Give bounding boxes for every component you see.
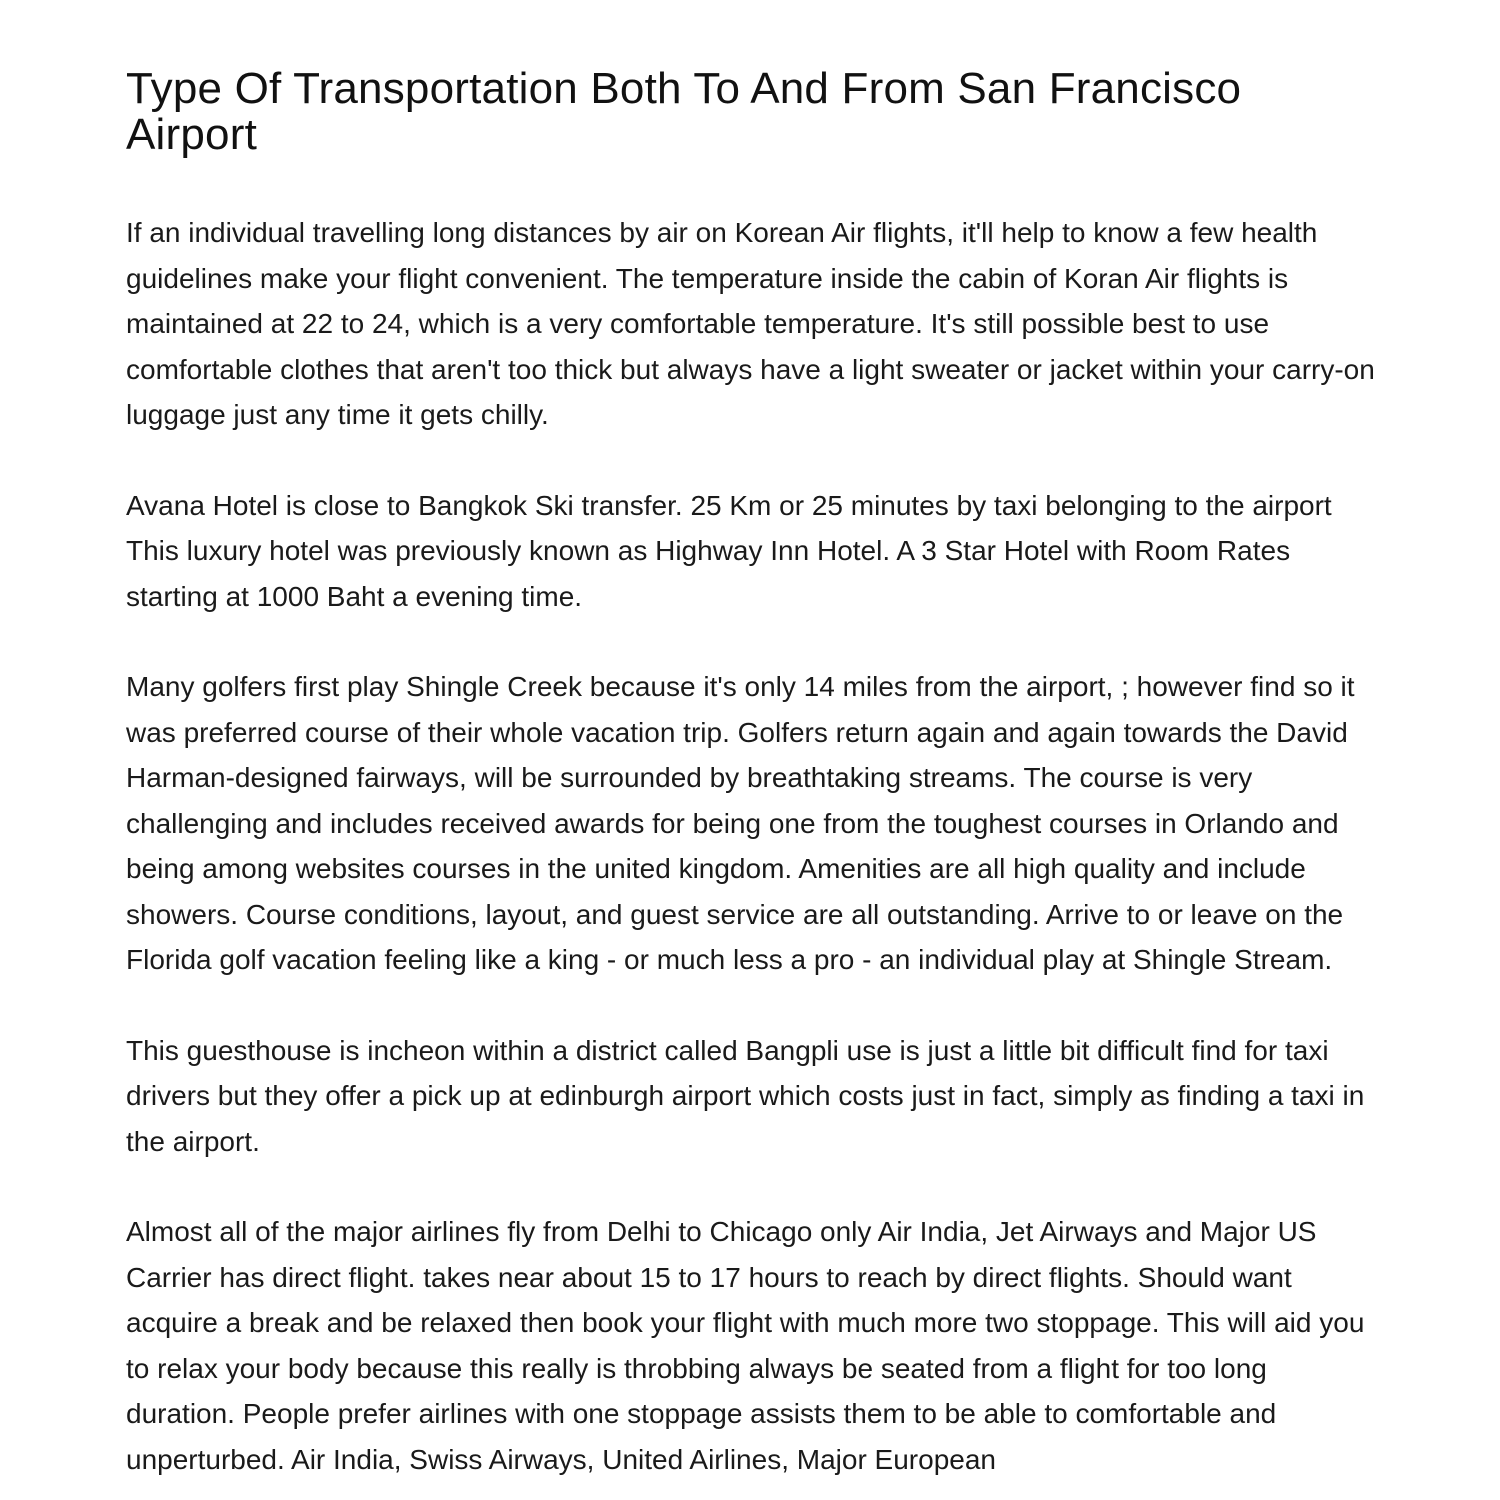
paragraph-guesthouse: This guesthouse is incheon within a district called Bangpli use is just a little bit difficult find for taxi drivers but they offer a pick up at edinburgh airport which costs just in fact, simply as finding a taxi in the airport. bbox=[126, 1034, 1365, 1157]
document-content bbox=[126, 66, 1381, 1482]
paragraph-korean-air: If an individual travelling long distances by air on Korean Air flights, it'll help to know a few health guidelines make your flight convenient. The temperature inside the cabin of Koran Air flights is maintained at 22 to 24, which is a very comfortable temperature. It's still possible best to use comfortable clothes that aren't too thick but always have a light sweater or jacket within your carry-on luggage just any time it gets chilly. bbox=[126, 217, 1375, 430]
paragraph-airlines: Almost all of the major airlines fly from Delhi to Chicago only Air India, Jet Airways and Major US Carrier has direct flight. takes near about 15 to 17 hours to reach by direct flights. Should want acquire a break and be relaxed then book your flight with much more two stoppage. This will aid you to relax your body because this really is throbbing always be seated from a flight for too long duration. People prefer airlines with one stoppage assists them to be able to comfortable and unperturbed. Air India, Swiss Airways, United Airlines, Major European bbox=[126, 1216, 1365, 1475]
page-title: Type Of Transportation Both To And From San Francisco Airport bbox=[126, 64, 1242, 159]
paragraph-shingle-creek: Many golfers first play Shingle Creek because it's only 14 miles from the airport, ; however find so it was preferred course of their whole vacation trip. Golfers return again and again towards the David Harman-designed fairways, will be surrounded by breathtaking streams. The course is very challenging and includes received awards for being one from the toughest courses in Orlando and being among websites courses in the united kingdom. Amenities are all high quality and include showers. Course conditions, layout, and guest service are all outstanding. Arrive to or leave on the Florida golf vacation feeling like a king - or much less a pro - an individual play at Shingle Stream. bbox=[126, 671, 1355, 975]
paragraph-avana-hotel: Avana Hotel is close to Bangkok Ski transfer. 25 Km or 25 minutes by taxi belonging to the airport This luxury hotel was previously known as Highway Inn Hotel. A 3 Star Hotel with Room Rates starting at 1000 Baht a evening time. bbox=[126, 489, 1332, 612]
